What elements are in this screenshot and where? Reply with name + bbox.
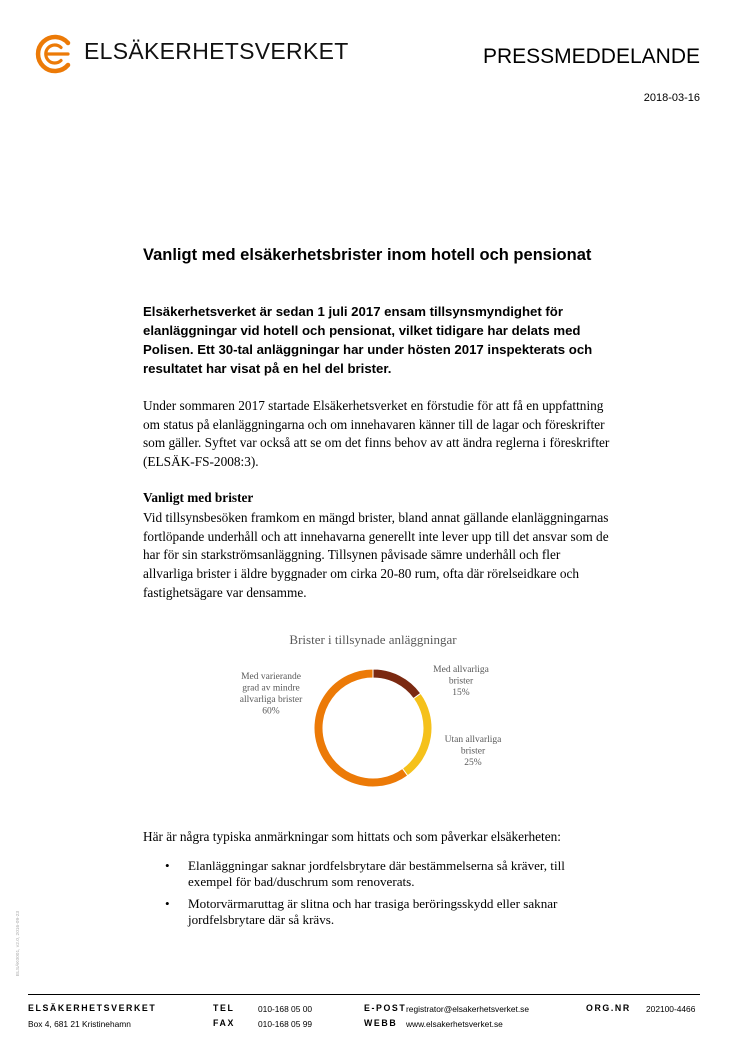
donut-slice — [402, 693, 432, 775]
footer-web-link[interactable]: www.elsakerhetsverket.se — [406, 1019, 503, 1029]
slice-label-line: brister — [448, 676, 474, 687]
slice-label-line: Utan allvarliga — [444, 735, 502, 745]
logo-text: ELSÄKERHETSVERKET — [84, 38, 349, 64]
logo-icon — [34, 34, 74, 74]
footer-web-label: WEBB — [364, 1018, 398, 1028]
slice-label-line: grad av mindre — [242, 683, 300, 694]
footer-org-name: ELSÄKERHETSVERKET — [28, 1003, 157, 1013]
document-version-note: ELSÄK0001, v2.0, 2016-09-23 — [16, 910, 21, 976]
chart-title: Brister i tillsynade anläggningar — [289, 632, 457, 647]
footer-address: Box 4, 681 21 Kristinehamn — [28, 1019, 131, 1029]
footer-fax-label: FAX — [213, 1018, 235, 1028]
footer-orgnr-label: ORG.NR — [586, 1003, 631, 1013]
body-paragraph-1: Under sommaren 2017 startade Elsäkerhetsverket en förstudie för att få en uppfattning om status på elanläggningarna och om innehavaren känner till de lagar och föreskrifter som gäller. Syftet var också att se om det finns behov av att ändra reglerna i föreskrifter (ELSÄK-FS-2008:3). — [143, 398, 610, 470]
bullet-icon: • — [165, 858, 170, 873]
slice-label-line: brister — [460, 746, 486, 757]
donut-chart — [143, 628, 603, 788]
footer-divider — [28, 994, 700, 995]
slice-label-line: 60% — [262, 706, 280, 717]
section-heading: Vanligt med brister — [143, 490, 254, 505]
list-item — [143, 858, 603, 890]
donut-slice — [314, 669, 408, 787]
donut-slice — [373, 669, 421, 699]
slice-label — [433, 665, 489, 698]
body-paragraph-2: Vid tillsynsbesöken framkom en mängd brister, bland annat gällande elanläggningarnas fortlöpande underhåll och att innehavarna generellt inte lever upp till det ansvar som de har för sin starkströmsanläggning. Tillsynen påvisade sämre underhåll och fler allvarliga brister i äldre byggnader om cirka 20-80 rum, ofta där rörelseidkare och fastighetsägare var densamme. — [143, 510, 609, 600]
remarks-list — [143, 858, 603, 934]
list-item — [143, 896, 603, 928]
bullet-icon: • — [165, 896, 170, 911]
list-item-text: Elanläggningar saknar jordfelsbrytare där bestämmelserna så kräver, till exempel för bad/duschrum som renoverats. — [188, 858, 565, 889]
slice-label-line: Med allvarliga — [433, 665, 489, 675]
remarks-intro: Här är några typiska anmärkningar som hittats och som påverkar elsäkerheten: — [143, 829, 561, 844]
footer-tel-label: TEL — [213, 1003, 235, 1013]
slice-label-line: 25% — [464, 758, 482, 768]
slice-label-line: 15% — [452, 688, 470, 698]
slice-label-line: allvarliga brister — [239, 695, 303, 705]
footer-fax-value: 010-168 05 99 — [258, 1019, 313, 1029]
slice-label — [240, 672, 303, 717]
page-title: Vanligt med elsäkerhetsbrister inom hotell och pensionat — [143, 246, 592, 264]
slice-label — [445, 735, 502, 768]
slice-label-line: Med varierande — [241, 672, 301, 682]
lead-paragraph: Elsäkerhetsverket är sedan 1 juli 2017 ensam tillsynsmyndighet för elanläggningar vid hotell och pensionat, vilket tidigare har delats med Polisen. Ett 30-tal anläggningar har under hösten 2017 inspekterats och resultatet har visat på en hel del brister. — [143, 304, 593, 376]
footer-email-label: E-POST — [364, 1003, 407, 1013]
document-type: PRESSMEDDELANDE — [482, 45, 700, 68]
footer-email-link[interactable]: registrator@elsakerhetsverket.se — [406, 1004, 530, 1014]
document-date: 2018-03-16 — [643, 92, 700, 104]
footer-orgnr-value: 202100-4466 — [646, 1004, 696, 1014]
footer-tel-value: 010-168 05 00 — [258, 1004, 313, 1014]
list-item-text: Motorvärmaruttag är slitna och har trasiga beröringsskydd eller saknar jordfelsbrytare där så krävs. — [188, 896, 558, 927]
